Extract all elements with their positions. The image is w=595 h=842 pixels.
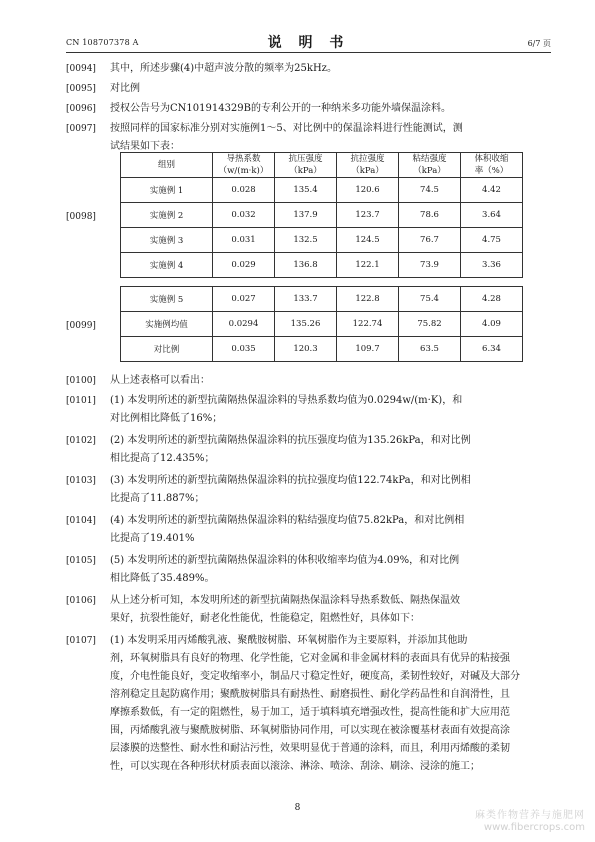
table-cell: 74.5: [399, 178, 461, 203]
paragraph-text: 从上述表格可以看出：: [110, 375, 210, 386]
table-cell: 120.6: [337, 178, 399, 203]
paragraph-0100: [66, 372, 551, 390]
table-cell: 120.3: [275, 337, 337, 362]
table-cell: 4.75: [461, 228, 523, 253]
table-cell: 0.031: [213, 228, 275, 253]
page-number: 8: [294, 803, 301, 813]
table-cell: 3.36: [461, 253, 523, 278]
paragraph-id: [0101]: [66, 396, 96, 406]
table-cell: 实施例 5: [121, 287, 213, 312]
table-cell: 122.8: [337, 287, 399, 312]
paragraph-text: (1) 本发明采用丙烯酸乳液、聚酰胺树脂、环氧树脂作为主要原料，并添加其他助: [110, 635, 468, 646]
document-number: CN 108707378 A: [66, 38, 139, 47]
table-row: [121, 287, 523, 312]
watermark-chinese: 麻类作物营养与施肥网: [475, 810, 585, 821]
table-cell: 124.5: [337, 228, 399, 253]
table-cell: 123.7: [337, 203, 399, 228]
header-cell: 抗压强度 （kPa）: [275, 153, 337, 178]
paragraph-line: 度，介电性能良好，变定收缩率小，制品尺寸稳定性好，硬度高，柔韧性较好，对碱及大部分: [110, 671, 520, 682]
table-cell: 135.26: [275, 312, 337, 337]
table-cell: 0.035: [213, 337, 275, 362]
table-cell: 实施例 2: [121, 203, 213, 228]
page-indicator: 6/7 页: [527, 39, 551, 48]
paragraph-text: (4) 本发明所述的新型抗菌隔热保温涂料的粘结强度均值75.82kPa，和对比例相: [110, 515, 465, 526]
table-cell: 122.1: [337, 253, 399, 278]
paragraph-line: 层漆膜的迭整性、耐水性和耐沾污性，效果明显优于普通的涂料，而且，利用丙烯酸的柔韧: [110, 743, 510, 754]
table1-label: [0098]: [66, 212, 96, 222]
paragraph-continuation: 比提高了19.401%: [110, 533, 195, 544]
table-cell: 3.64: [461, 203, 523, 228]
header-cell: 体积收缩 率（%）: [461, 153, 523, 178]
table-cell: 实施例均值: [121, 312, 213, 337]
table-cell: 4.42: [461, 178, 523, 203]
table-cell: 109.7: [337, 337, 399, 362]
paragraph-text: 按照同样的国家标准分别对实施例1～5、对比例中的保温涂料进行性能测试，测: [110, 123, 463, 134]
table-cell: 实施例 3: [121, 228, 213, 253]
paragraph-0103: [66, 472, 551, 508]
paragraph-text: (5) 本发明所述的新型抗菌隔热保温涂料的体积收缩率均值为4.09%，和对比例: [110, 555, 460, 566]
table-cell: 0.0294: [213, 312, 275, 337]
paragraph-text: (1) 本发明所述的新型抗菌隔热保温涂料的导热系数均值为0.0294w/(m·K)，和: [110, 395, 463, 406]
table-cell: 135.4: [275, 178, 337, 203]
paragraph-0106: [66, 592, 551, 628]
table-cell: 0.028: [213, 178, 275, 203]
paragraph-id: [0106]: [66, 596, 96, 606]
table-cell: 75.82: [399, 312, 461, 337]
paragraph-id: [0107]: [66, 636, 96, 646]
paragraph-text: (3) 本发明所述的新型抗菌隔热保温涂料的抗拉强度均值122.74kPa，和对比例相: [110, 475, 471, 486]
table-row: [121, 228, 523, 253]
paragraph-0102: [66, 432, 551, 468]
header-cell: 粘结强度 （kPa）: [399, 153, 461, 178]
paragraph-text: 从上述分析可知，本发明所述的新型抗菌隔热保温涂料导热系数低、隔热保温效: [110, 595, 460, 606]
paragraph-0104: [66, 512, 551, 548]
paragraph-0094: [66, 60, 551, 78]
paragraph-0105: [66, 552, 551, 588]
table-cell: 132.5: [275, 228, 337, 253]
paragraph-continuation: 相比提高了12.435%；: [110, 453, 215, 464]
table-row: [121, 253, 523, 278]
paragraph-id: [0097]: [66, 124, 96, 134]
table-row: [121, 337, 523, 362]
table-cell: 实施例 1: [121, 178, 213, 203]
paragraph-0097: [66, 120, 551, 156]
table-cell: 实施例 4: [121, 253, 213, 278]
paragraph-line: 剂，环氧树脂具有良好的物理、化学性能，它对金属和非金属材料的表面具有优异的粘接强: [110, 653, 510, 664]
site-watermark: [475, 810, 585, 834]
paragraph-line: 性，可以实现在各种形状材质表面以滚涂、淋涂、喷涂、刮涂、刷涂、浸涂的施工；: [110, 761, 480, 772]
table-cell: 0.029: [213, 253, 275, 278]
table2-label: [0099]: [66, 321, 96, 331]
table-cell: 136.8: [275, 253, 337, 278]
paragraph-continuation: 对比例相比降低了16%；: [110, 413, 223, 424]
table-cell: 4.28: [461, 287, 523, 312]
table-cell: 63.5: [399, 337, 461, 362]
table-row: [121, 178, 523, 203]
paragraph-0107: [66, 632, 551, 776]
table-cell: 0.027: [213, 287, 275, 312]
table-cell: 75.4: [399, 287, 461, 312]
paragraph-0095: [66, 80, 551, 98]
paragraph-id: [0102]: [66, 436, 96, 446]
paragraph-id: [0096]: [66, 104, 96, 114]
paragraph-id: [0104]: [66, 516, 96, 526]
page-header: [66, 34, 551, 53]
paragraph-0096: [66, 100, 551, 118]
paragraph-continuation: 果好，抗裂性能好，耐老化性能优，性能稳定，阻燃性好，具体如下：: [110, 613, 420, 624]
paragraph-text: 其中，所述步骤(4)中超声波分散的频率为25kHz。: [110, 63, 337, 74]
paragraph-line: 围，丙烯酸乳液与聚酰胺树脂、环氧树脂协同作用，可以实现在被涂覆基材表面有效提高涂: [110, 725, 510, 736]
header-title: 说 明 书: [267, 35, 350, 51]
table-row: [121, 203, 523, 228]
table-cell: 73.9: [399, 253, 461, 278]
results-table-2: [120, 286, 523, 362]
table-cell: 76.7: [399, 228, 461, 253]
paragraph-text: (2) 本发明所述的新型抗菌隔热保温涂料的抗压强度均值为135.26kPa，和对比例: [110, 435, 471, 446]
table-cell: 0.032: [213, 203, 275, 228]
paragraph-continuation: 试结果如下表：: [110, 141, 180, 152]
watermark-url: www.fibercrops.com: [483, 822, 585, 833]
paragraph-id: [0094]: [66, 64, 96, 74]
table-cell: 6.34: [461, 337, 523, 362]
table-cell: 137.9: [275, 203, 337, 228]
paragraph-text: 授权公告号为CN101914329B的专利公开的一种纳米多功能外墙保温涂料。: [110, 103, 452, 114]
table-cell: 4.09: [461, 312, 523, 337]
paragraph-continuation: 相比降低了35.489%。: [110, 573, 215, 584]
table-header-row: [121, 153, 523, 178]
table-cell: 78.6: [399, 203, 461, 228]
paragraph-id: [0105]: [66, 556, 96, 566]
results-table-1: [120, 152, 523, 278]
paragraph-text: 对比例: [110, 83, 140, 94]
paragraph-line: 溶剂稳定且起防腐作用；聚酰胺树脂具有耐热性、耐磨损性、耐化学药品性和自润滑性，且: [110, 689, 510, 700]
paragraph-0101: [66, 392, 551, 428]
paragraph-id: [0103]: [66, 476, 96, 486]
paragraph-id: [0095]: [66, 84, 96, 94]
table-cell: 122.74: [337, 312, 399, 337]
header-cell: 组别: [121, 153, 213, 178]
header-cell: 抗拉强度 （kPa）: [337, 153, 399, 178]
header-cell: 导热系数 （w/(m·k)）: [213, 153, 275, 178]
table-cell: 对比例: [121, 337, 213, 362]
table-cell: 133.7: [275, 287, 337, 312]
paragraph-line: 摩擦系数低，有一定的阻燃性，易于加工，适于填料填充增强改性，提高性能和扩大应用范: [110, 707, 510, 718]
table-row: [121, 312, 523, 337]
paragraph-id: [0100]: [66, 376, 96, 386]
paragraph-continuation: 比提高了11.887%；: [110, 493, 205, 504]
